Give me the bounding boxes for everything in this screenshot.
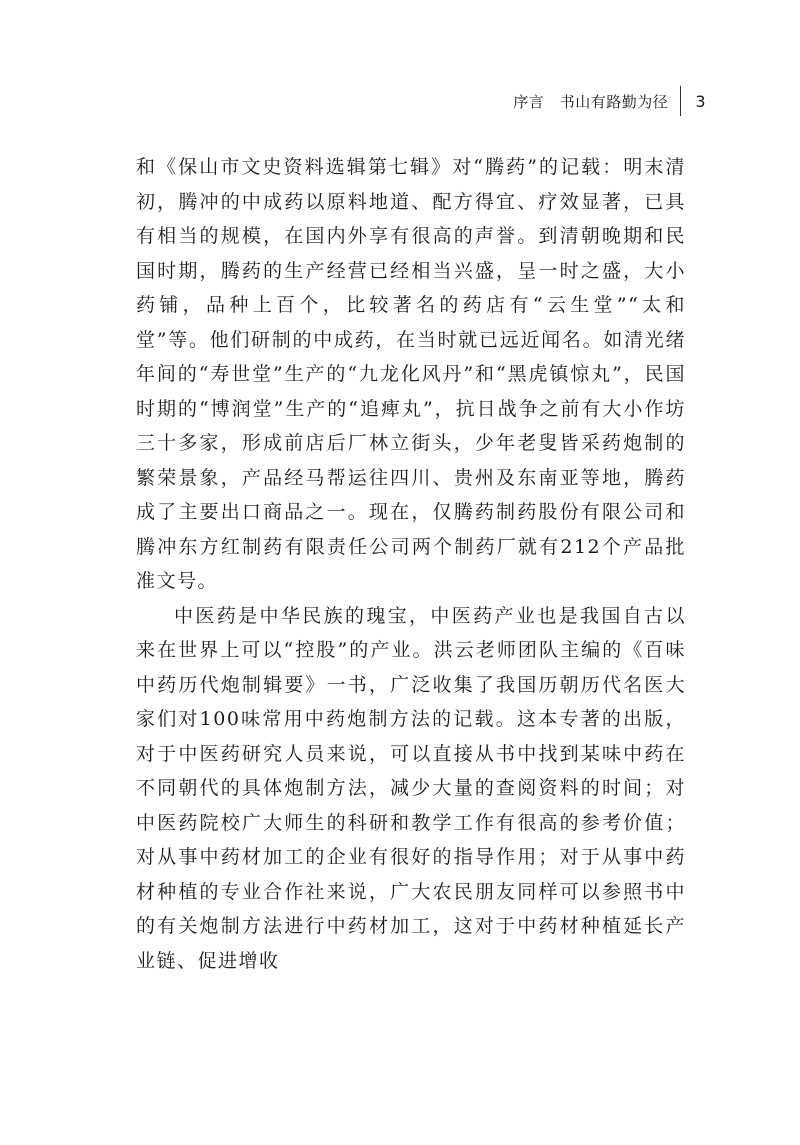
paragraph: 中医药是中华民族的瑰宝，中医药产业也是我国自古以来在世界上可以“控股”的产业。洪云老师团队主编的《百味中药历代炮制辑要》一书，广泛收集了我国历朝历代名医大家们对100味常用中药炮制方法的记载。这本专著的出版，对于中医药研究人员来说，可以直接从书中找到某味中药在不同朝代的具体炮制方法，减少大量的查阅资料的时间；对中医药院校广大师生的科研和教学工作有很高的参考价值；对从事中药材加工的企业有很好的指导作用；对于从事中药材种植的专业合作社来说，广大农民朋友同样可以参照书中的有关炮制方法进行中药材加工，这对于中药材种植延长产业链、促进增收 (136, 604, 686, 972)
running-header (513, 86, 706, 116)
running-title: 序言 书山有路勤为径 (513, 92, 669, 111)
page-number: 3 (695, 91, 706, 111)
body-text (136, 150, 686, 978)
paragraph-continued: 和《保山市文史资料选辑第七辑》对“腾药”的记载：明末清初，腾冲的中成药以原料地道、配方得宜、疗效显著，已具有相当的规模，在国内外享有很高的声誉。到清朝晚期和民国时期，腾药的生产经营已经相当兴盛，呈一时之盛，大小药铺，品种上百个，比较著名的药店有“云生堂”“太和堂”等。他们研制的中成药，在当时就已远近闻名。如清光绪年间的“寿世堂”生产的“九龙化风丹”和“黑虎镇惊丸”，民国时期的“博润堂”生产的“追痺丸”，抗日战争之前有大小作坊三十多家，形成前店后厂林立街头，少年老叟皆采药炮制的繁荣景象，产品经马帮运往四川、贵州及东南亚等地，腾药成了主要出口商品之一。现在，仅腾药制药股份有限公司和腾冲东方红制药有限责任公司两个制药厂就有212个产品批准文号。 (136, 156, 686, 592)
